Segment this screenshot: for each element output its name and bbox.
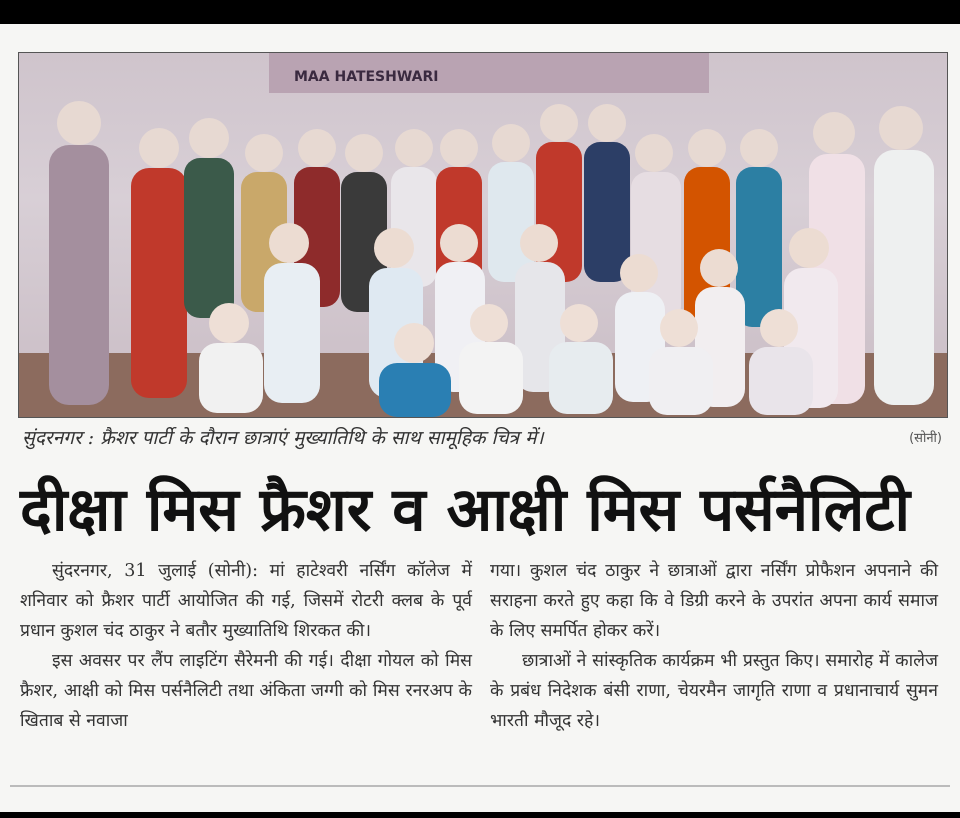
article-paragraph: इस अवसर पर लैंप लाइटिंग सैरेमनी की गई। दीक्षा गोयल को मिस फ्रैशर, आक्षी को मिस पर्सनैलिटी तथा अंकिता जग्गी को मिस रनरअप के खिताब से नवाजा (20, 651, 472, 731)
article-column-right (490, 556, 938, 736)
photo-caption-row (22, 424, 950, 450)
article-paragraph: सुंदरनगर, 31 जुलाई (सोनी): मां हाटेश्वरी नर्सिंग कॉलेज में शनिवार को फ्रैशर पार्टी आयोजित की गई, जिसमें रोटरी क्लब के पूर्व प्रधान कुशल चंद ठाकुर ने बतौर मुख्यातिथि शिरकत की। (20, 561, 472, 641)
article-headline: दीक्षा मिस फ्रैशर व आक्षी मिस पर्सनैलिटी (20, 475, 911, 545)
photo-credit: (सोनी) (909, 431, 942, 446)
article-column-left (20, 556, 472, 736)
photo-caption: सुंदरनगर : फ्रैशर पार्टी के दौरान छात्राएं मुख्यातिथि के साथ सामूहिक चित्र में। (22, 427, 544, 449)
article-paragraph: छात्राओं ने सांस्कृतिक कार्यक्रम भी प्रस्तुत किए। समारोह में कालेज के प्रबंध निदेशक बंसी राणा, चेयरमैन जागृति राणा व प्रधानाचार्य सुमन भारती मौजूद रहे। (490, 651, 938, 731)
group-photo-illustration (19, 53, 947, 417)
group-photo (18, 52, 948, 418)
banner-text: MAA HATESHWARI (294, 69, 439, 85)
bottom-rule (10, 785, 950, 787)
article-paragraph: गया। कुशल चंद ठाकुर ने छात्राओं द्वारा नर्सिंग प्रोफैशन अपनाने की सराहना करते हुए कहा कि वे डिग्री करने के उपरांत अपना कार्य समाज के लिए समर्पित होकर करें। (490, 561, 938, 641)
